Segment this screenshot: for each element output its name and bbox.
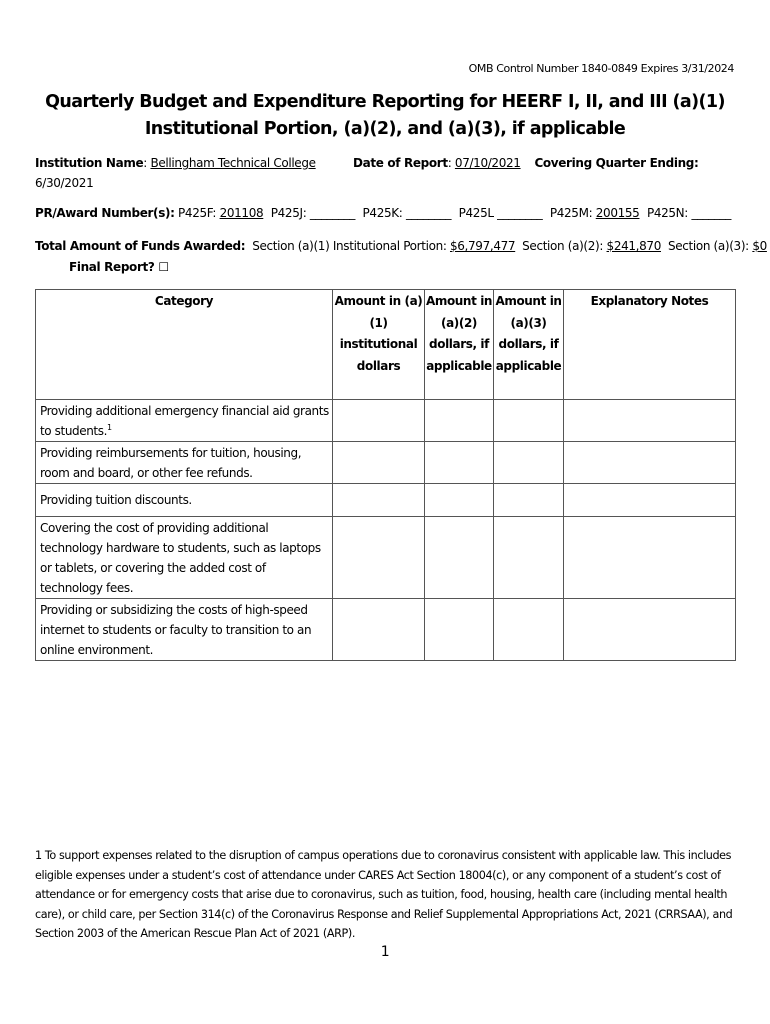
p425j-field: P425J: ________ <box>270 206 356 220</box>
amount-a3-cell[interactable] <box>494 517 564 599</box>
category-cell: Providing tuition discounts. <box>36 484 333 517</box>
date-of-report-label: Date of Report <box>353 156 448 170</box>
p425n-field: P425N: _______ <box>646 206 732 220</box>
section-a3-label: Section (a)(3): <box>667 239 749 253</box>
amount-a3-cell[interactable] <box>494 484 564 517</box>
table-row <box>36 484 736 517</box>
category-cell <box>36 400 333 442</box>
section-a1-label: Section (a)(1) Institutional Portion: <box>252 239 447 253</box>
amount-a3-cell[interactable] <box>494 400 564 442</box>
institution-row: Institution Name: Bellingham Technical College Date of Report: 07/10/2021 Covering Quarter Ending: 6/30/2021 <box>35 153 735 193</box>
notes-cell[interactable] <box>564 442 736 484</box>
table-header-row <box>36 290 736 400</box>
total-funds-label: Total Amount of Funds Awarded: <box>35 239 246 253</box>
page-title: Quarterly Budget and Expenditure Reporting for HEERF I, II, and III (a)(1) Institutional Portion, (a)(2), and (a)(3), if applicable <box>45 92 725 139</box>
category-cell: Providing or subsidizing the costs of high-speed internet to students or faculty to transition to an online environment. <box>36 599 333 661</box>
amount-a1-cell[interactable] <box>333 400 425 442</box>
date-of-report-value: 07/10/2021 <box>454 156 521 170</box>
header-explanatory-notes: Explanatory Notes <box>564 290 736 400</box>
p425k-field: P425K: ________ <box>362 206 452 220</box>
header-category: Category <box>36 290 333 400</box>
final-report-row <box>69 260 169 274</box>
amount-a3-cell[interactable] <box>494 599 564 661</box>
p425m-label: P425M: <box>549 206 593 220</box>
notes-cell[interactable] <box>564 517 736 599</box>
table-row <box>36 599 736 661</box>
institution-name-value: Bellingham Technical College <box>150 156 316 170</box>
p425f-value: 201108 <box>219 206 264 220</box>
header-amount-a2: Amount in (a)(2) dollars, if applicable <box>425 290 494 400</box>
notes-cell[interactable] <box>564 599 736 661</box>
notes-cell[interactable] <box>564 400 736 442</box>
amount-a2-cell[interactable] <box>425 599 494 661</box>
amount-a2-cell[interactable] <box>425 517 494 599</box>
amount-a1-cell[interactable] <box>333 484 425 517</box>
expenditure-table <box>35 289 736 661</box>
institution-name-label: Institution Name <box>35 156 144 170</box>
header-amount-a1: Amount in (a)(1) institutional dollars <box>333 290 425 400</box>
page-number: 1 <box>380 944 390 960</box>
award-numbers-label: PR/Award Number(s): <box>35 206 175 220</box>
p425l-field: P425L ________ <box>458 206 543 220</box>
category-cell: Covering the cost of providing additional technology hardware to students, such as laptops or tablets, or covering the added cost of technology fees. <box>36 517 333 599</box>
footnote: 1 To support expenses related to the disruption of campus operations due to coronavirus consistent with applicable law. This includes eligible expenses under a student’s cost of attendance under CARES Act Section 18004(c), or any component of a student’s cost of attendance or for emergency costs that arise due to coronavirus, such as tuition, food, housing, health care (including mental health care), or child care, per Section 314(c) of the Coronavirus Response and Relief Supplemental Appropriations Act, 2021 (CRRSAA), and Section 2003 of the American Rescue Plan Act of 2021 (ARP). <box>35 849 733 940</box>
amount-a3-cell[interactable] <box>494 442 564 484</box>
category-text: Providing additional emergency financial aid grants to students. <box>40 404 329 438</box>
p425m-value: 200155 <box>595 206 640 220</box>
header-amount-a3: Amount in (a)(3) dollars, if applicable <box>494 290 564 400</box>
p425f-label: P425F: <box>178 206 217 220</box>
covering-quarter-value: 6/30/2021 <box>35 176 94 190</box>
omb-control-number: OMB Control Number 1840-0849 Expires 3/31/2024 <box>468 62 734 75</box>
date-of-report: Date of Report: 07/10/2021 Covering Quarter Ending: <box>353 156 699 170</box>
final-report-checkbox[interactable]: ☐ <box>158 260 169 274</box>
amount-a1-cell[interactable] <box>333 442 425 484</box>
table-row <box>36 517 736 599</box>
section-a1-value: $6,797,477 <box>449 239 516 253</box>
table-row <box>36 442 736 484</box>
amount-a1-cell[interactable] <box>333 599 425 661</box>
amount-a1-cell[interactable] <box>333 517 425 599</box>
amount-a2-cell[interactable] <box>425 400 494 442</box>
total-funds-row <box>35 239 767 253</box>
final-report-label: Final Report? <box>69 260 155 274</box>
category-cell: Providing reimbursements for tuition, housing, room and board, or other fee refunds. <box>36 442 333 484</box>
notes-cell[interactable] <box>564 484 736 517</box>
covering-quarter-label: Covering Quarter Ending: <box>534 156 699 170</box>
section-a3-value: $0 <box>752 239 767 253</box>
footnote-ref: 1 <box>107 423 112 432</box>
amount-a2-cell[interactable] <box>425 484 494 517</box>
award-numbers-row <box>35 206 750 220</box>
section-a2-value: $241,870 <box>606 239 661 253</box>
amount-a2-cell[interactable] <box>425 442 494 484</box>
section-a2-label: Section (a)(2): <box>522 239 604 253</box>
table-row <box>36 400 736 442</box>
